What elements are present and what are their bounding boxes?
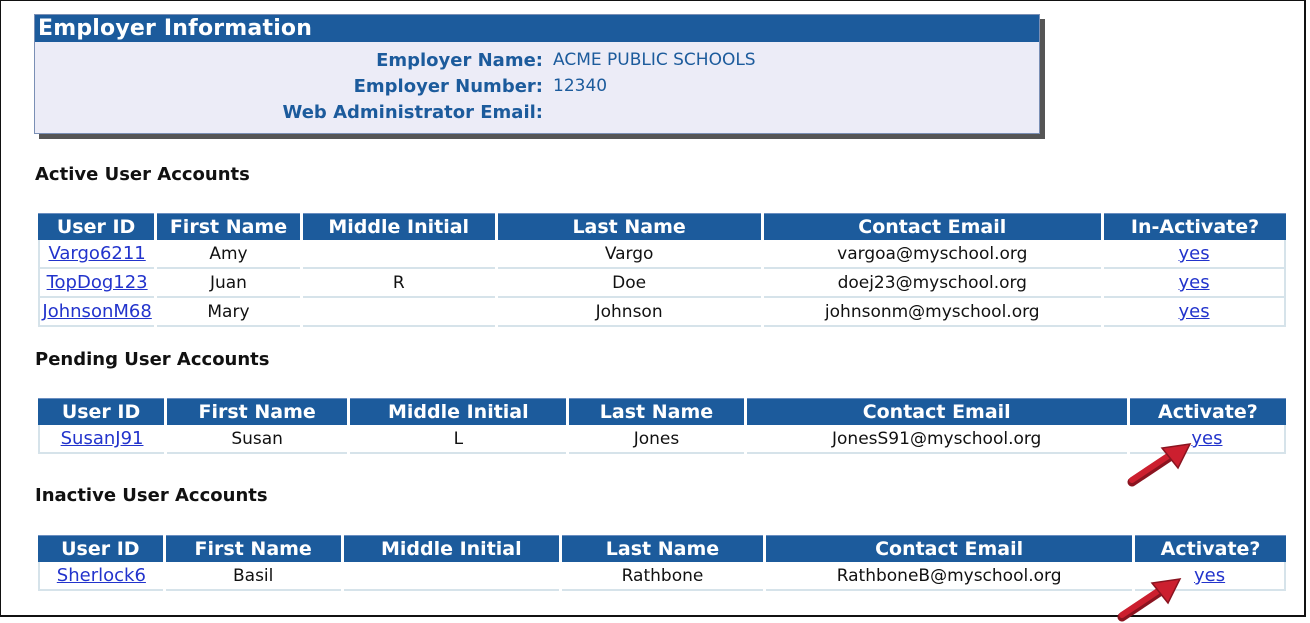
first-name-cell: Amy — [157, 240, 300, 269]
last-name-cell: Rathbone — [562, 562, 763, 591]
employer-number-label: Employer Number: — [353, 76, 543, 97]
pending-accounts-table — [35, 398, 1289, 454]
employer-number-row — [35, 76, 1035, 102]
last-name-cell: Jones — [569, 425, 743, 454]
col-header-user-id: User ID — [38, 398, 164, 425]
contact-email-cell: vargoa@myschool.org — [764, 240, 1102, 269]
last-name-cell: Vargo — [498, 240, 761, 269]
col-header-middle-initial: Middle Initial — [350, 398, 566, 425]
first-name-cell: Susan — [167, 425, 347, 454]
table-row — [38, 425, 1286, 454]
action-cell — [1104, 240, 1286, 269]
col-header-contact-email: Contact Email — [766, 535, 1132, 562]
activate-yes-link[interactable]: yes — [1191, 428, 1223, 449]
user-id-cell — [38, 240, 154, 269]
last-name-cell: Johnson — [498, 298, 761, 327]
col-header-middle-initial: Middle Initial — [344, 535, 559, 562]
col-header-last-name: Last Name — [498, 213, 761, 240]
contact-email-cell: RathboneB@myschool.org — [766, 562, 1132, 591]
col-header-middle-initial: Middle Initial — [303, 213, 495, 240]
col-header-last-name: Last Name — [569, 398, 743, 425]
inactive-accounts-table — [35, 535, 1289, 591]
col-header-activate: Activate? — [1135, 535, 1286, 562]
user-id-cell — [38, 269, 154, 298]
middle-initial-cell: L — [350, 425, 566, 454]
employer-name-value: ACME PUBLIC SCHOOLS — [553, 50, 756, 70]
col-header-user-id: User ID — [38, 535, 163, 562]
inactivate-yes-link[interactable]: yes — [1178, 301, 1210, 322]
col-header-contact-email: Contact Email — [747, 398, 1127, 425]
table-row — [38, 269, 1286, 298]
middle-initial-cell — [303, 298, 495, 327]
table-header-row — [38, 213, 1286, 240]
table-header-row — [38, 535, 1286, 562]
action-cell — [1104, 298, 1286, 327]
web-admin-email-row — [35, 102, 1035, 128]
red-pointer-arrow-icon — [1124, 440, 1194, 488]
user-id-cell — [38, 425, 164, 454]
user-id-cell — [38, 298, 154, 327]
employer-info-title: Employer Information — [35, 15, 1039, 42]
table-header-row — [38, 398, 1286, 425]
first-name-cell: Basil — [166, 562, 341, 591]
contact-email-cell: JonesS91@myschool.org — [747, 425, 1127, 454]
inactivate-yes-link[interactable]: yes — [1178, 272, 1210, 293]
contact-email-cell: johnsonm@myschool.org — [764, 298, 1102, 327]
activate-yes-link[interactable]: yes — [1194, 565, 1226, 586]
user-id-cell — [38, 562, 163, 591]
col-header-first-name: First Name — [166, 535, 341, 562]
user-id-link[interactable]: Vargo6211 — [48, 243, 146, 264]
col-header-inactivate: In-Activate? — [1104, 213, 1286, 240]
active-accounts-title: Active User Accounts — [35, 164, 250, 185]
table-row — [38, 562, 1286, 591]
middle-initial-cell: R — [303, 269, 495, 298]
first-name-cell: Juan — [157, 269, 300, 298]
inactive-accounts-title: Inactive User Accounts — [35, 485, 268, 506]
action-cell — [1104, 269, 1286, 298]
table-row — [38, 298, 1286, 327]
pending-accounts-title: Pending User Accounts — [35, 349, 270, 370]
col-header-first-name: First Name — [157, 213, 300, 240]
col-header-first-name: First Name — [167, 398, 347, 425]
first-name-cell: Mary — [157, 298, 300, 327]
inactivate-yes-link[interactable]: yes — [1178, 243, 1210, 264]
user-id-link[interactable]: SusanJ91 — [60, 428, 144, 449]
employer-name-row — [35, 50, 1035, 76]
col-header-user-id: User ID — [38, 213, 154, 240]
table-row — [38, 240, 1286, 269]
employer-info-panel — [34, 14, 1040, 134]
red-pointer-arrow-icon — [1114, 575, 1184, 623]
middle-initial-cell — [303, 240, 495, 269]
active-accounts-table — [35, 213, 1289, 327]
contact-email-cell: doej23@myschool.org — [764, 269, 1102, 298]
middle-initial-cell — [344, 562, 559, 591]
employer-name-label: Employer Name: — [376, 50, 543, 71]
user-id-link[interactable]: TopDog123 — [46, 272, 148, 293]
web-admin-email-label: Web Administrator Email: — [282, 102, 543, 123]
col-header-contact-email: Contact Email — [764, 213, 1102, 240]
col-header-last-name: Last Name — [562, 535, 763, 562]
last-name-cell: Doe — [498, 269, 761, 298]
employer-number-value: 12340 — [553, 76, 608, 96]
user-id-link[interactable]: JohnsonM68 — [42, 301, 152, 322]
user-id-link[interactable]: Sherlock6 — [56, 565, 146, 586]
col-header-activate: Activate? — [1130, 398, 1286, 425]
